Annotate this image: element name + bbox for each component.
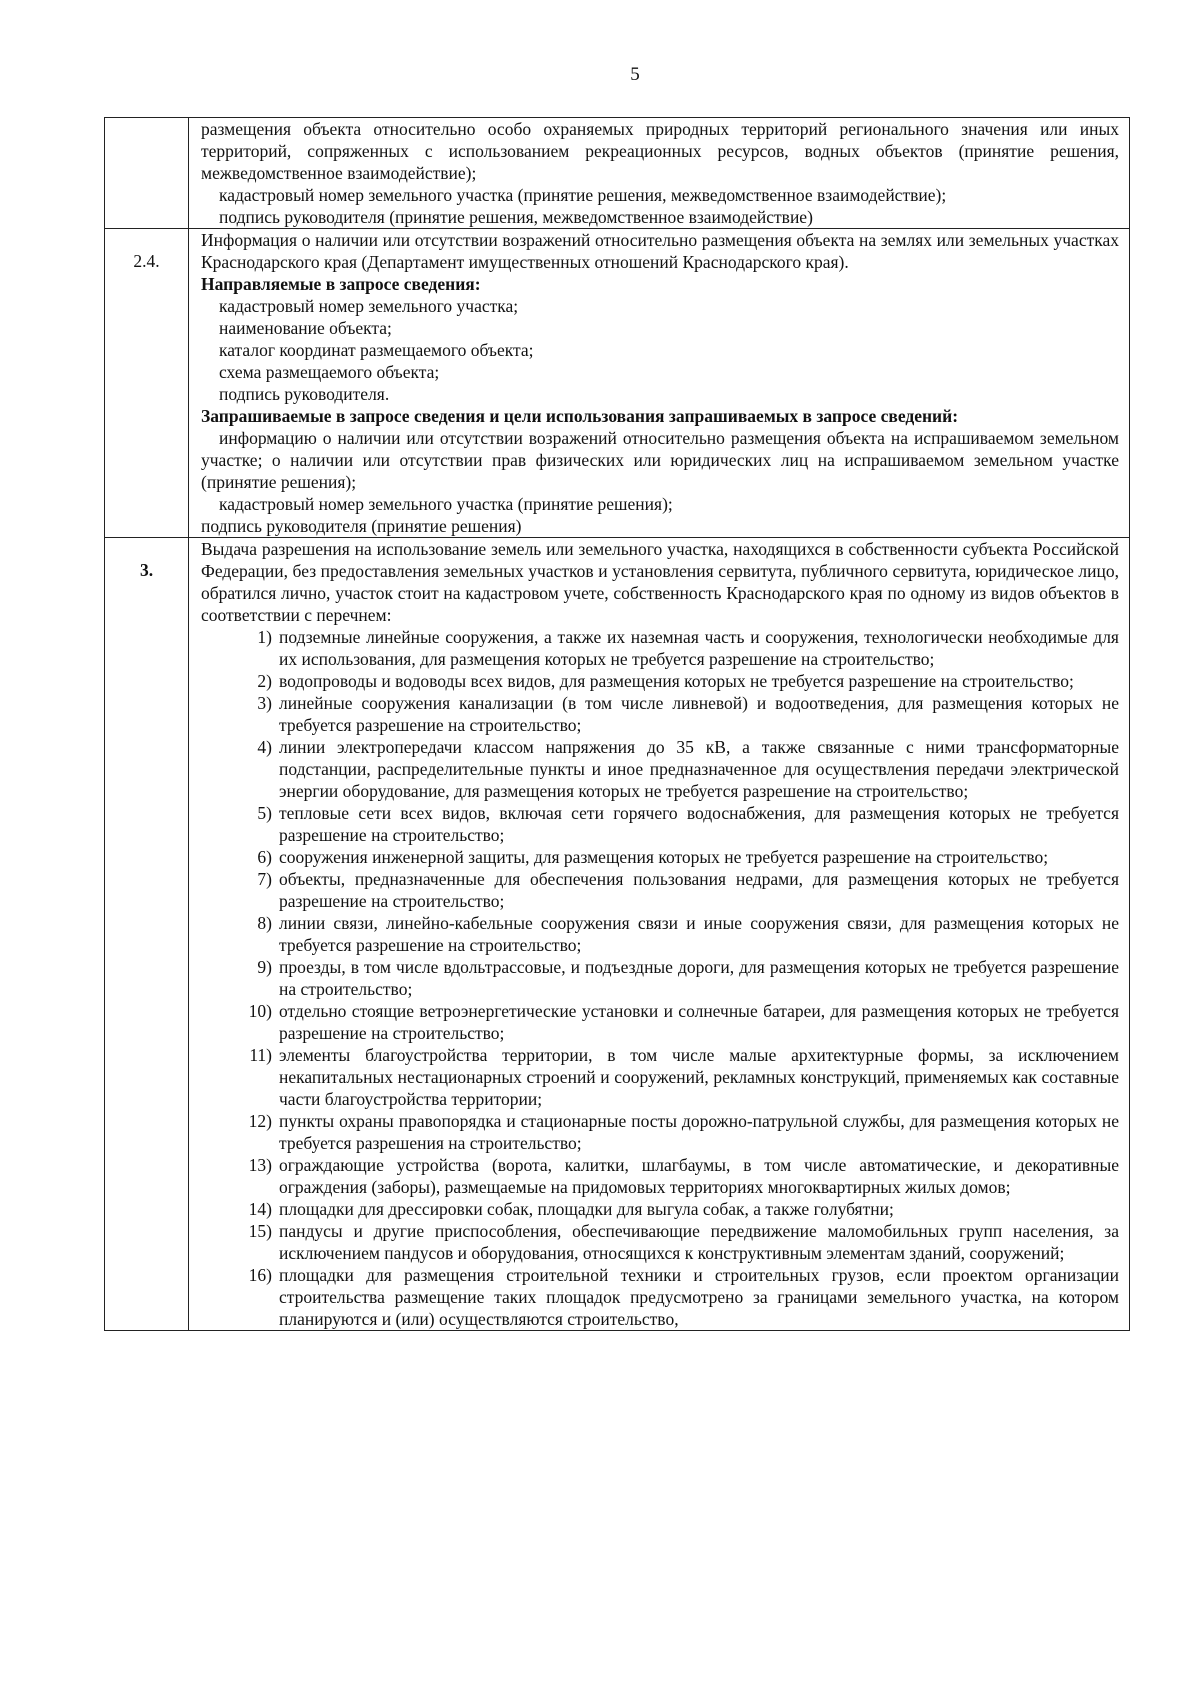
list-item-text: объекты, предназначенные для обеспечения пользования недрами, для размещения которых не требуется разрешение на строительство;: [279, 869, 1119, 911]
list-item: [201, 736, 1119, 802]
list-item: подпись руководителя (принятие решения): [201, 516, 522, 536]
list-item-number: 14): [248, 1199, 272, 1219]
list-item-number: 8): [257, 913, 272, 933]
list-item-number: 15): [248, 1221, 272, 1241]
row-number-cell: [105, 538, 189, 1331]
list-item: наименование объекта;: [219, 318, 392, 338]
list-item-text: площадки для размещения строительной техники и строительных грузов, если проектом организации строительства размещение таких площадок предусмотрено за границами земельного участка, на котором планируются и (или) осуществляются строительство,: [279, 1265, 1119, 1329]
row-number-cell: [105, 229, 189, 538]
list-item-text: элементы благоустройства территории, в том числе малые архитектурные формы, за исключением некапитальных нестационарных строений и сооружений, рекламных конструкций, применяемых как составные части благоустройства территории;: [279, 1045, 1119, 1109]
list-item-text: пандусы и другие приспособления, обеспечивающие передвижение маломобильных групп населения, за исключением пандусов и оборудования, относящихся к конструктивным элементам зданий, сооружений;: [279, 1221, 1119, 1263]
list-item-text: ограждающие устройства (ворота, калитки, шлагбаумы, в том числе автоматические, и декоративные ограждения (заборы), размещаемые на придомовых территориях многоквартирных жилых домов;: [279, 1155, 1119, 1197]
list-item: [201, 1198, 1119, 1220]
list-item: [201, 868, 1119, 912]
row-number-cell: [105, 118, 189, 229]
list-item: каталог координат размещаемого объекта;: [219, 340, 534, 360]
list-item: [201, 670, 1119, 692]
list-item: [201, 1044, 1119, 1110]
list-item-number: 4): [257, 737, 272, 757]
list-item-text: отдельно стоящие ветроэнергетические установки и солнечные батареи, для размещения которых не требуется разрешение на строительство;: [279, 1001, 1119, 1043]
paragraph: кадастровый номер земельного участка (принятие решения, межведомственное взаимодействие);: [219, 185, 947, 205]
list-item-number: 12): [248, 1111, 272, 1131]
row-number: 3.: [139, 560, 154, 580]
list-item-number: 6): [257, 847, 272, 867]
list-item: кадастровый номер земельного участка;: [219, 296, 519, 316]
list-item: [201, 912, 1119, 956]
list-item-number: 2): [257, 671, 272, 691]
list-item: [201, 1154, 1119, 1198]
list-item-number: 1): [257, 627, 272, 647]
list-item: [201, 846, 1119, 868]
list-item: [201, 1000, 1119, 1044]
list-item-text: тепловые сети всех видов, включая сети горячего водоснабжения, для размещения которых не требуется разрешение на строительство;: [279, 803, 1119, 845]
list-item: [201, 1110, 1119, 1154]
list-item-number: 10): [248, 1001, 272, 1021]
list-item: [201, 956, 1119, 1000]
row-content-cell: [189, 118, 1130, 229]
row-intro: Выдача разрешения на использование земель или земельного участка, находящихся в собственности субъекта Российской Федерации, без предоставления земельных участков и установления сервитута, публичного сервитута, юридическое лицо, обратился лично, участок стоит на кадастровом учете, собственность Краснодарского края по одному из видов объектов в соответствии с перечнем:: [201, 539, 1119, 625]
list-item-text: линии электропередачи классом напряжения до 35 кВ, а также связанные с ними трансформаторные подстанции, распределительные пункты и иное предназначенное для осуществления передачи электрической энергии оборудование, для размещения которых не требуется разрешение на строительство;: [279, 737, 1119, 801]
list-item-text: пункты охраны правопорядка и стационарные посты дорожно-патрульной службы, для размещения которых не требуется разрешения на строительство;: [279, 1111, 1119, 1153]
list-item-number: 13): [248, 1155, 272, 1175]
list-item: [201, 802, 1119, 846]
list-item: информацию о наличии или отсутствии возражений относительно размещения объекта на испрашиваемом земельном участке; о наличии или отсутствии прав физических или юридических лиц на испрашиваемом земельном участке (принятие решения);: [201, 428, 1119, 492]
page-number: 5: [630, 64, 640, 85]
row-content-cell: [189, 538, 1130, 1331]
document-table: [104, 117, 1130, 1331]
table-row: [105, 538, 1130, 1331]
list-item-text: сооружения инженерной защиты, для размещения которых не требуется разрешение на строительство;: [279, 847, 1049, 867]
list-item-number: 9): [257, 957, 272, 977]
list-item: [201, 626, 1119, 670]
paragraph: подпись руководителя (принятие решения, межведомственное взаимодействие): [219, 207, 813, 227]
list-item: [201, 692, 1119, 736]
list-item: схема размещаемого объекта;: [219, 362, 440, 382]
list-item: [201, 1264, 1119, 1330]
paragraph: размещения объекта относительно особо охраняемых природных территорий регионального значения или иных территорий, сопряженных с использованием рекреационных ресурсов, водных объектов (принятие решения, межведомственное взаимодействие);: [201, 119, 1119, 183]
section-heading: Запрашиваемые в запросе сведения и цели использования запрашиваемых в запросе сведений:: [201, 406, 959, 426]
row-number: 2.4.: [133, 251, 160, 271]
list-item-number: 11): [249, 1045, 272, 1065]
list-item-text: водопроводы и водоводы всех видов, для размещения которых не требуется разрешение на строительство;: [279, 671, 1074, 691]
table-row: [105, 229, 1130, 538]
list-item-text: проезды, в том числе вдольтрассовые, и подъездные дороги, для размещения которых не требуется разрешение на строительство;: [279, 957, 1119, 999]
list-item-number: 7): [257, 869, 272, 889]
list-item-text: подземные линейные сооружения, а также их наземная часть и сооружения, технологически необходимые для их использования, для размещения которых не требуется разрешение на строительство;: [279, 627, 1119, 669]
list-item: [201, 1220, 1119, 1264]
list-item-text: линии связи, линейно-кабельные сооружения связи и иные сооружения связи, для размещения которых не требуется разрешение на строительство;: [279, 913, 1119, 955]
list-item-number: 3): [257, 693, 272, 713]
row-intro: Информация о наличии или отсутствии возражений относительно размещения объекта на землях или земельных участках Краснодарского края (Департамент имущественных отношений Краснодарского края).: [201, 230, 1119, 272]
row-content-cell: [189, 229, 1130, 538]
list-item: кадастровый номер земельного участка (принятие решения);: [219, 494, 673, 514]
list-item-number: 5): [257, 803, 272, 823]
list-item-number: 16): [248, 1265, 272, 1285]
section-heading: Направляемые в запросе сведения:: [201, 274, 481, 294]
list-item-text: линейные сооружения канализации (в том числе ливневой) и водоотведения, для размещения которых не требуется разрешение на строительство;: [279, 693, 1119, 735]
table-row: [105, 118, 1130, 229]
numbered-list: [201, 626, 1119, 1330]
list-item: подпись руководителя.: [219, 384, 390, 404]
list-item-text: площадки для дрессировки собак, площадки для выгула собак, а также голубятни;: [279, 1199, 894, 1219]
